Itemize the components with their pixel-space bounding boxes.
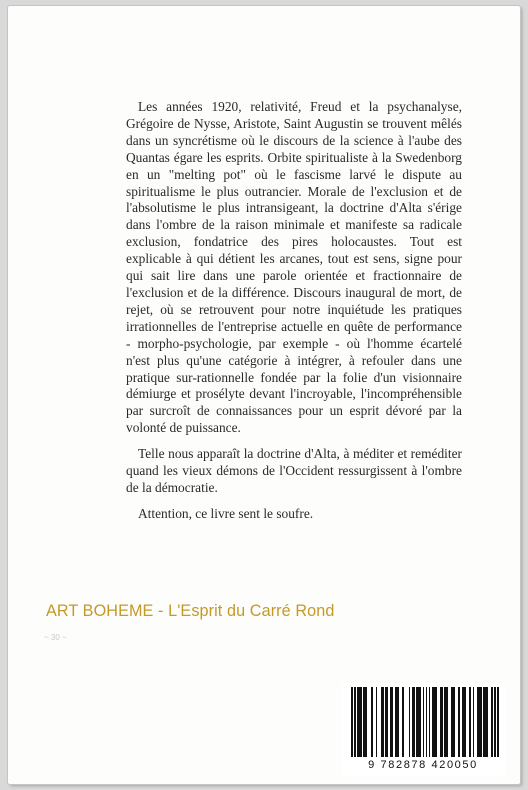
barcode-bar (390, 687, 393, 757)
barcode-bar (416, 687, 421, 757)
barcode-bar (440, 687, 443, 757)
barcode-bar (371, 687, 373, 757)
barcode-bar (473, 687, 475, 757)
barcode-bar (477, 687, 482, 757)
barcode-bar (376, 687, 378, 757)
barcode-digits: 9 782878 420050 (368, 759, 478, 771)
barcode-bar (462, 687, 467, 757)
barcode-bar (494, 687, 496, 757)
blurb-paragraph-1: Les années 1920, relativité, Freud et la psychanalyse, Grégoire de Nysse, Aristote, Saint Augustin se trouvent mêlés dans un syncrétisme où le discours de la science à l'aube des Quantas égare les esprits. Orbite spiritualiste à la Swedenborg en un "melting pot" où le fascisme larvé le dispute au spiritualisme le plus outrancier. Morale de l'exclusion et de l'absolutisme le plus intransigeant, la doctrine d'Alta s'érige dans l'ombre de la raison minimale et manifeste sa radicale exclusion, fondatrice des pires holocaustes. Tout est explicable à qui détient les arcanes, tout est sens, signe pour qui sait lire dans une parole orientée et fractionnaire de l'exclusion et de la différence. Discours inaugural de mort, de rejet, où se retrouvent pour notre inquiétude les pratiques irrationnelles de l'entreprise actuelle en quête de performance - morpho-psychologie, par exemple - où l'homme écartelé n'est plus qu'une catégorie à intégrer, à refouler dans une pratique sur-rationnelle fondée par la folie d'un visionnaire démiurge et prosélyte devant l'incroyable, l'incompréhensible par surcroît de connaissances pour un esprit dévoré par la volonté de puissance. (126, 99, 462, 436)
handwritten-note: ~ 30 ~ (44, 633, 67, 642)
barcode-bar (429, 687, 431, 757)
barcode-bar (469, 687, 471, 757)
barcode-bars (351, 687, 499, 757)
barcode-bar (451, 687, 456, 757)
barcode-bar (458, 687, 460, 757)
barcode-bar (363, 687, 366, 757)
barcode-bar (385, 687, 388, 757)
publisher-imprint: ART BOHEME - L'Esprit du Carré Rond (46, 602, 335, 620)
barcode-bar (412, 687, 415, 757)
blurb-paragraph-2: Telle nous apparaît la doctrine d'Alta, à méditer et reméditer quand les vieux démons de l'Occident ressurgissent à l'ombre de la démocratie. (126, 446, 462, 495)
barcode-bar (351, 687, 353, 757)
barcode-bar (409, 687, 411, 757)
barcode-bar (402, 687, 404, 757)
barcode-bar (497, 687, 499, 757)
barcode-bar (491, 687, 493, 757)
barcode-bar (426, 687, 428, 757)
barcode-bar (381, 687, 384, 757)
isbn-barcode (341, 683, 505, 777)
book-back-cover (8, 6, 520, 784)
barcode-bar (444, 687, 447, 757)
barcode-bar (395, 687, 400, 757)
barcode-bar (423, 687, 425, 757)
barcode-bar (354, 687, 356, 757)
barcode-bar (357, 687, 362, 757)
blurb-paragraph-3: Attention, ce livre sent le soufre. (138, 505, 314, 521)
blurb-text (126, 99, 462, 523)
barcode-bar (483, 687, 488, 757)
barcode-bar (432, 687, 437, 757)
